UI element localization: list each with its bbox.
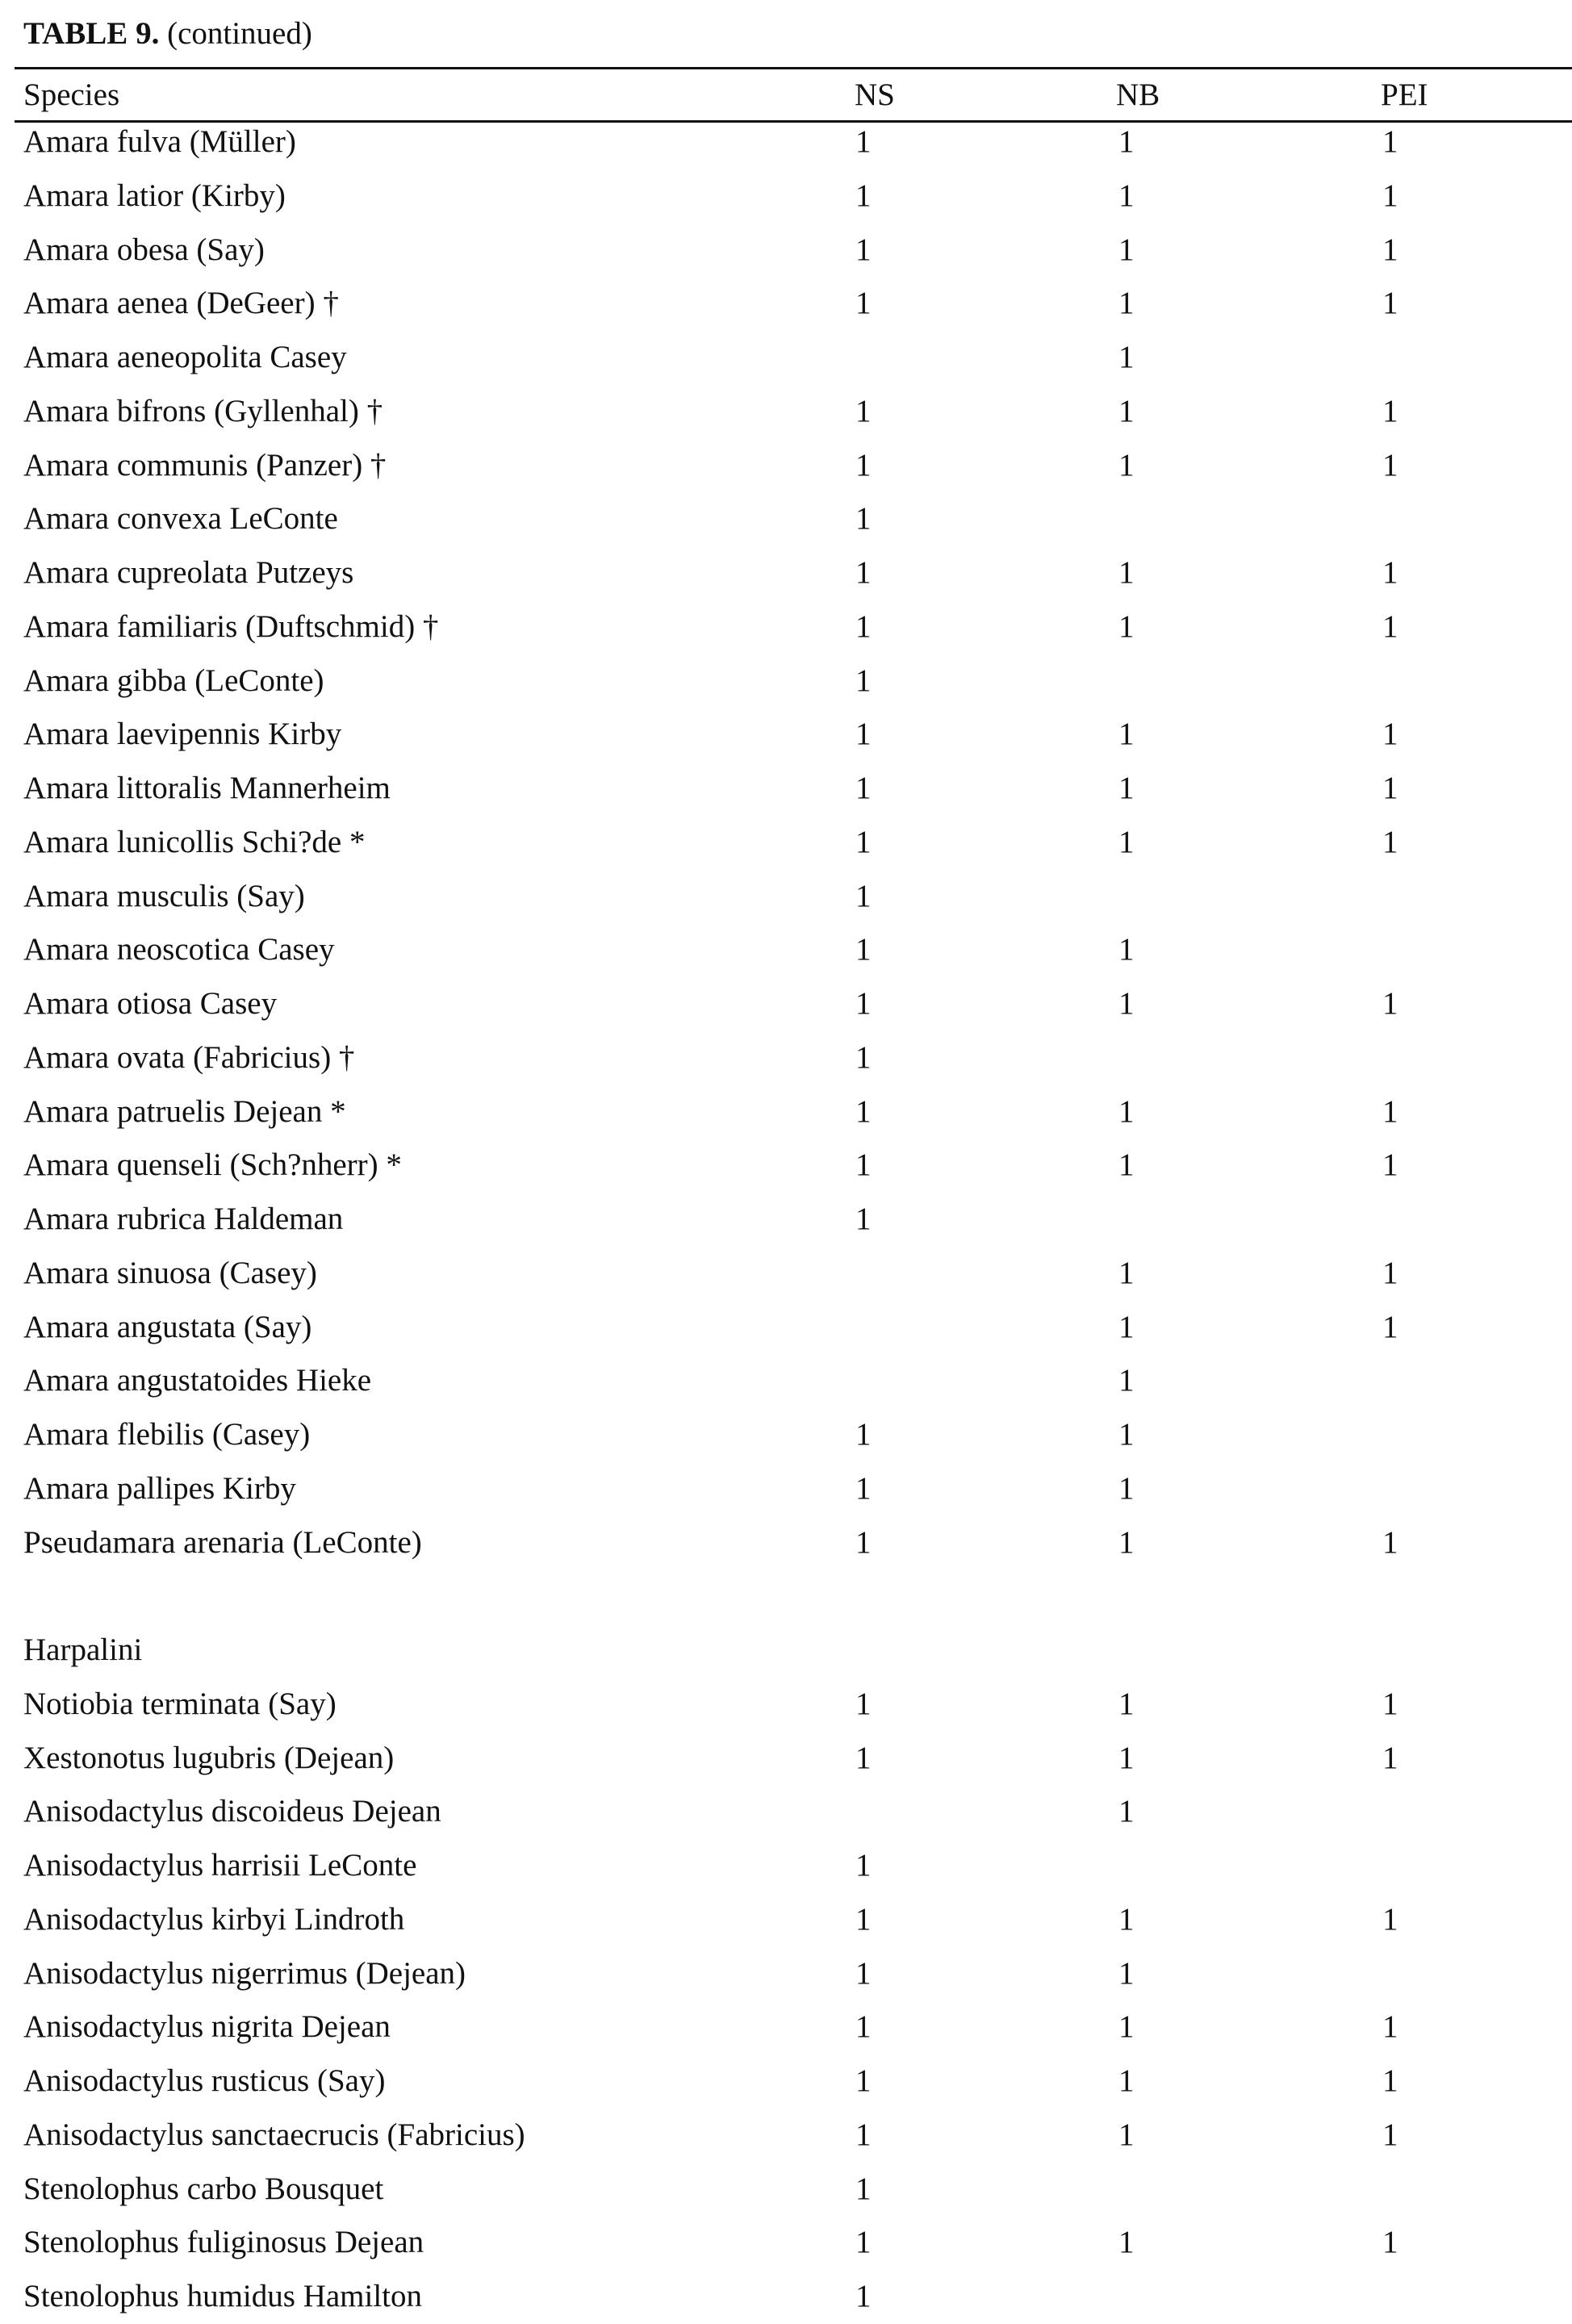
table-row: [0, 1624, 1572, 1678]
ns-cell: 1: [855, 824, 872, 859]
nb-cell: 1: [1118, 932, 1135, 968]
species-cell: Amara ovata (Fabricius) †: [23, 1039, 355, 1075]
pei-cell: 1: [1382, 2063, 1398, 2098]
nb-cell: 1: [1118, 447, 1135, 483]
table-row: [0, 977, 1572, 1031]
nb-cell: 1: [1118, 1686, 1135, 1721]
species-cell: Amara aeneopolita Casey: [23, 340, 347, 374]
pei-cell: 1: [1382, 232, 1398, 267]
pei-cell: 1: [1382, 447, 1398, 483]
table-row: [0, 1678, 1572, 1732]
species-cell: Stenolophus fuliginosus Dejean: [23, 2225, 424, 2260]
ns-cell: 1: [855, 1955, 872, 1991]
pei-cell: 1: [1382, 1255, 1398, 1290]
ns-cell: 1: [855, 1686, 872, 1721]
pei-cell: 1: [1382, 2225, 1398, 2260]
pei-cell: 1: [1382, 393, 1398, 428]
nb-cell: 1: [1118, 1255, 1135, 1290]
species-cell: Amara flebilis (Casey): [23, 1417, 311, 1452]
species-cell: Amara neoscotica Casey: [23, 932, 335, 968]
table-row: [0, 762, 1572, 816]
ns-cell: 1: [855, 1524, 872, 1560]
table-row: [0, 1031, 1572, 1085]
species-cell: Amara aenea (DeGeer) †: [23, 286, 339, 321]
header-ns: NS: [855, 77, 895, 112]
ns-cell: 1: [855, 2279, 872, 2314]
table-row: [0, 2000, 1572, 2054]
species-cell: Amara quenseli (Sch?nherr) *: [23, 1147, 402, 1183]
nb-cell: 1: [1118, 286, 1135, 321]
table-row: [0, 1732, 1572, 1786]
species-cell: Anisodactylus sanctaecrucis (Fabricius): [23, 2117, 525, 2152]
table-row: [0, 1893, 1572, 1947]
table-title-suffix: (continued): [167, 16, 312, 51]
table-row: [0, 169, 1572, 224]
ns-cell: 1: [855, 1901, 872, 1937]
pei-cell: 1: [1382, 1524, 1398, 1560]
table-header: [0, 69, 1572, 121]
table-row: [0, 115, 1572, 169]
ns-cell: 1: [855, 1470, 872, 1506]
table-row: [0, 1408, 1572, 1462]
species-cell: Xestonotus lugubris (Dejean): [23, 1740, 395, 1775]
nb-cell: 1: [1118, 824, 1135, 859]
pei-cell: 1: [1382, 717, 1398, 752]
table-row: [0, 2163, 1572, 2217]
species-cell: Amara patruelis Dejean *: [23, 1093, 346, 1129]
species-cell: Amara cupreolata Putzeys: [23, 555, 354, 590]
ns-cell: 1: [855, 608, 872, 644]
species-cell: Anisodactylus kirbyi Lindroth: [23, 1901, 405, 1937]
ns-cell: 1: [855, 2009, 872, 2045]
pei-cell: 1: [1382, 1740, 1398, 1775]
table-title: [23, 11, 312, 56]
table-row: [0, 224, 1572, 278]
species-cell: Amara obesa (Say): [23, 232, 265, 267]
species-cell: Amara fulva (Müller): [23, 124, 296, 159]
table-row: [0, 439, 1572, 493]
pei-cell: 1: [1382, 986, 1398, 1021]
pei-cell: 1: [1382, 824, 1398, 859]
nb-cell: 1: [1118, 1794, 1135, 1829]
pei-cell: 1: [1382, 124, 1398, 159]
table-row: [0, 2109, 1572, 2163]
table-row: [0, 708, 1572, 762]
species-cell: Stenolophus humidus Hamilton: [23, 2279, 423, 2314]
ns-cell: 1: [855, 932, 872, 968]
ns-cell: 1: [855, 555, 872, 590]
pei-cell: 1: [1382, 1901, 1398, 1937]
species-cell: Anisodactylus nigrita Dejean: [23, 2009, 391, 2045]
ns-cell: 1: [855, 1147, 872, 1183]
pei-cell: 1: [1382, 608, 1398, 644]
nb-cell: 1: [1118, 178, 1135, 213]
species-cell: Amara littoralis Mannerheim: [23, 771, 391, 805]
header-species: Species: [23, 77, 120, 112]
species-cell: Amara angustata (Say): [23, 1309, 312, 1344]
ns-cell: 1: [855, 878, 872, 913]
species-cell: Amara angustatoides Hieke: [23, 1363, 372, 1398]
species-cell: Amara latior (Kirby): [23, 178, 286, 213]
ns-cell: 1: [855, 447, 872, 483]
species-cell: Amara laevipennis Kirby: [23, 717, 342, 752]
nb-cell: 1: [1118, 1093, 1135, 1129]
ns-cell: 1: [855, 1202, 872, 1236]
species-cell: Amara sinuosa (Casey): [23, 1255, 317, 1290]
table-row: [0, 492, 1572, 546]
table-row: [0, 1085, 1572, 1139]
species-cell: Amara otiosa Casey: [23, 986, 278, 1021]
species-cell: Amara rubrica Haldeman: [23, 1202, 344, 1236]
table-row: [0, 1247, 1572, 1301]
table-row: [0, 1570, 1572, 1624]
species-cell: Amara familiaris (Duftschmid) †: [23, 608, 439, 644]
pei-cell: 1: [1382, 2009, 1398, 2045]
nb-cell: 1: [1118, 2009, 1135, 2045]
species-cell: Stenolophus carbo Bousquet: [23, 2171, 384, 2206]
table-row: [0, 546, 1572, 600]
nb-cell: 1: [1118, 340, 1135, 374]
nb-cell: 1: [1118, 2063, 1135, 2098]
ns-cell: 1: [855, 771, 872, 805]
nb-cell: 1: [1118, 1363, 1135, 1398]
nb-cell: 1: [1118, 1417, 1135, 1452]
nb-cell: 1: [1118, 1470, 1135, 1506]
pei-cell: 1: [1382, 286, 1398, 321]
pei-cell: 1: [1382, 1147, 1398, 1183]
species-cell: Notiobia terminata (Say): [23, 1686, 337, 1721]
nb-cell: 1: [1118, 1955, 1135, 1991]
table-row: [0, 1139, 1572, 1193]
ns-cell: 1: [855, 501, 872, 537]
species-cell: Amara musculis (Say): [23, 878, 305, 913]
table-row: [0, 331, 1572, 385]
table-row: [0, 1193, 1572, 1247]
header-nb: NB: [1116, 77, 1160, 112]
table-row: [0, 923, 1572, 977]
header-pei: PEI: [1381, 77, 1428, 112]
ns-cell: 1: [855, 178, 872, 213]
nb-cell: 1: [1118, 608, 1135, 644]
table-row: [0, 1839, 1572, 1893]
table-row: [0, 385, 1572, 439]
nb-cell: 1: [1118, 1740, 1135, 1775]
pei-cell: 1: [1382, 178, 1398, 213]
table-row: [0, 277, 1572, 331]
table-label: TABLE 9.: [23, 16, 160, 51]
species-cell: Amara pallipes Kirby: [23, 1470, 296, 1506]
table-row: [0, 1516, 1572, 1570]
nb-cell: 1: [1118, 1147, 1135, 1183]
pei-cell: 1: [1382, 555, 1398, 590]
nb-cell: 1: [1118, 986, 1135, 1021]
ns-cell: 1: [855, 232, 872, 267]
pei-cell: 1: [1382, 1309, 1398, 1344]
nb-cell: 1: [1118, 124, 1135, 159]
nb-cell: 1: [1118, 2225, 1135, 2260]
table-row: [0, 1354, 1572, 1408]
table-row: [0, 870, 1572, 924]
pei-cell: 1: [1382, 1686, 1398, 1721]
nb-cell: 1: [1118, 717, 1135, 752]
table-body: [0, 115, 1572, 2324]
species-cell: Pseudamara arenaria (LeConte): [23, 1524, 422, 1560]
ns-cell: 1: [855, 2117, 872, 2152]
table-row: [0, 2216, 1572, 2270]
species-cell: Amara bifrons (Gyllenhal) †: [23, 393, 383, 428]
ns-cell: 1: [855, 663, 872, 698]
ns-cell: 1: [855, 986, 872, 1021]
nb-cell: 1: [1118, 771, 1135, 805]
nb-cell: 1: [1118, 1524, 1135, 1560]
species-cell: Anisodactylus discoideus Dejean: [23, 1794, 441, 1829]
ns-cell: 1: [855, 393, 872, 428]
pei-cell: 1: [1382, 1093, 1398, 1129]
nb-cell: 1: [1118, 1309, 1135, 1344]
ns-cell: 1: [855, 124, 872, 159]
nb-cell: 1: [1118, 1901, 1135, 1937]
ns-cell: 1: [855, 286, 872, 321]
ns-cell: 1: [855, 2171, 872, 2206]
ns-cell: 1: [855, 1848, 872, 1883]
ns-cell: 1: [855, 1093, 872, 1129]
pei-cell: 1: [1382, 2117, 1398, 2152]
ns-cell: 1: [855, 2063, 872, 2098]
table-row: [0, 654, 1572, 708]
table-row: [0, 600, 1572, 654]
table-row: [0, 1301, 1572, 1355]
table-row: [0, 2270, 1572, 2324]
ns-cell: 1: [855, 717, 872, 752]
table-row: [0, 1947, 1572, 2001]
species-cell: Harpalini: [23, 1632, 143, 1667]
ns-cell: 1: [855, 2225, 872, 2260]
table-row: [0, 1462, 1572, 1516]
species-cell: Anisodactylus nigerrimus (Dejean): [23, 1955, 466, 1991]
nb-cell: 1: [1118, 232, 1135, 267]
species-cell: Anisodactylus rusticus (Say): [23, 2063, 386, 2098]
nb-cell: 1: [1118, 555, 1135, 590]
ns-cell: 1: [855, 1417, 872, 1452]
species-cell: Amara convexa LeConte: [23, 501, 338, 537]
species-cell: Amara lunicollis Schi?de *: [23, 824, 366, 859]
table-row: [0, 2054, 1572, 2109]
nb-cell: 1: [1118, 393, 1135, 428]
species-cell: Anisodactylus harrisii LeConte: [23, 1848, 417, 1883]
nb-cell: 1: [1118, 2117, 1135, 2152]
species-cell: Amara communis (Panzer) †: [23, 447, 387, 483]
pei-cell: 1: [1382, 771, 1398, 805]
table-row: [0, 816, 1572, 870]
species-cell: Amara gibba (LeConte): [23, 663, 324, 698]
ns-cell: 1: [855, 1039, 872, 1075]
table-row: [0, 1785, 1572, 1839]
ns-cell: 1: [855, 1740, 872, 1775]
